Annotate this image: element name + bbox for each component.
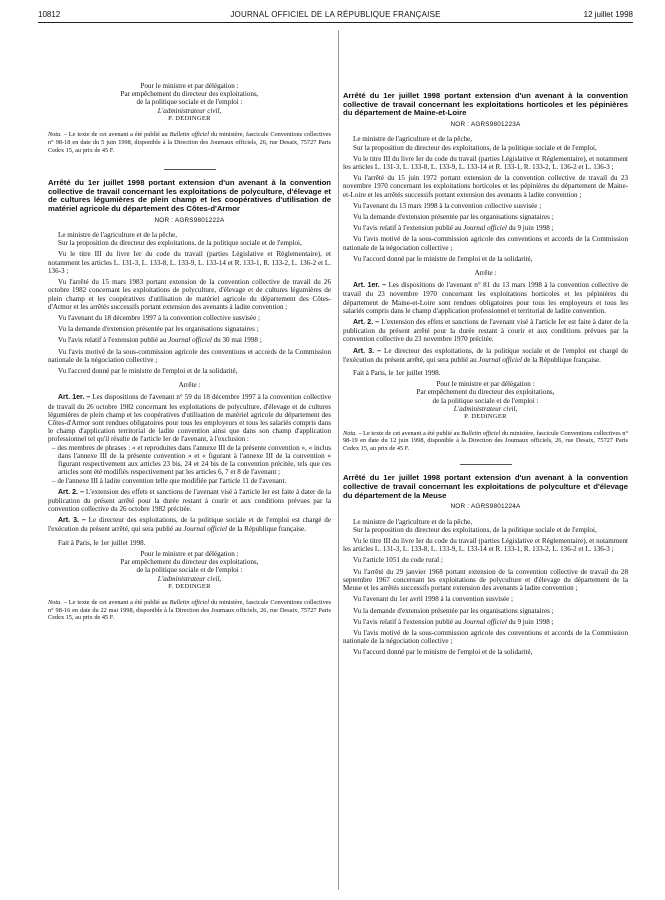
- nor-reference: NOR : AGRS9801222A: [154, 216, 225, 224]
- vu-clause: [343, 618, 628, 626]
- vu-clause: Vu l'avenant du 18 décembre 1997 à la convention collective susvisée ;: [58, 313, 260, 322]
- signature-block: [343, 380, 628, 420]
- article-text: Les dispositions de l'avenant n° 81 du 13 mars 1998 à la convention collective de travail du 23 novembre 1970 concernant les exploitations horticoles et les pépinières du département de Maine-et-Loire sont rendues obligatoires pour tous les employeurs et tous les salariés compris dans le champ d'application professionnel et territorial de ladite convention.: [343, 281, 628, 315]
- article-2: [48, 488, 331, 514]
- article-3: [343, 347, 628, 364]
- nota-text: du ministère, fascicule Conventions collectives n° 98-16 en date du 22 mai 1998, disponible à la Direction des Journaux officiels, 26, rue Desaix, 75727 Paris Cedex 15, au prix de 45 F.: [48, 599, 331, 622]
- nota-text: Le texte de cet avenant a été publié au: [66, 599, 170, 607]
- arrete-heading: Arrête :: [474, 269, 497, 278]
- signature-line: Pour le ministre et par délégation :: [140, 549, 239, 558]
- article-text: de la République française.: [521, 355, 601, 364]
- fait-a-paris: Fait à Paris, le 1er juillet 1998.: [58, 538, 146, 547]
- left-column: [48, 82, 331, 622]
- vu-clause: Vu l'accord donné par le ministre de l'emploi et de la solidarité,: [58, 367, 238, 376]
- exclusion-item: – des membres de phrases : « et reproduites dans l'annexe III de la présente convention », « inclus dans l'annexe III de la présente convention » et « figurant à l'annexe III de la convention » figurant respectivement aux articles 23 bis, 24 et 24 bis de la convention précitée, tels que ces articles sont été modifiés respectivement par les articles 6, 7 et 8 de l'avenant ;: [52, 443, 331, 477]
- clause-text: du 30 mai 1998 ;: [211, 336, 262, 345]
- nota-text: Le texte de cet avenant a été publié au: [361, 429, 462, 437]
- journal-officiel-ref: Journal officiel: [463, 224, 507, 233]
- article-label: Art. 1er. –: [353, 282, 387, 290]
- exclusion-item: – de l'annexe III à ladite convention telle que modifiée par l'article 11 de l'avenant.: [52, 476, 287, 485]
- signatory-name: P. DEDINGER: [168, 114, 211, 122]
- nota-note: [48, 131, 331, 154]
- signature-line: de la politique sociale et de l'emploi :: [136, 98, 243, 107]
- bulletin-ref: Bulletin officiel: [169, 131, 209, 139]
- signature-block: [48, 82, 331, 122]
- vu-clause: Vu l'avenant du 1er avril 1998 à la convention susvisée ;: [353, 595, 514, 604]
- signature-line: Par empêchement du directeur des exploitations,: [120, 90, 259, 99]
- article-label: Art. 3. –: [58, 517, 86, 525]
- nota-note: [343, 430, 628, 453]
- vu-clause: Vu l'avis motivé de la sous-commission agricole des conventions et accords de la Commission nationale de la négociation collective ;: [343, 628, 628, 646]
- article-text: L'extension des effets et sanctions de l'avenant visé à l'article Ier est faite à dater de la publication du présent arrêté pour la durée restant à courir et aux conditions prévues par la convention collective du 26 octobre 1982 précitée.: [48, 487, 331, 514]
- signature-line: de la politique sociale et de l'emploi :: [136, 566, 243, 575]
- article-label: Art. 2. –: [58, 488, 84, 496]
- right-column: [343, 92, 628, 657]
- journal-officiel-ref: Journal officiel: [183, 525, 227, 534]
- vu-clause: [343, 224, 628, 232]
- vu-clause: [48, 336, 331, 344]
- signature-title: L'administrateur civil,: [157, 574, 222, 583]
- journal-title: JOURNAL OFFICIEL DE LA RÉPUBLIQUE FRANÇAISE: [230, 10, 441, 19]
- nota-note: [48, 599, 331, 622]
- nota-text: du ministère, fascicule Conventions collectives n° 98-18 en date du 5 juin 1998, disponible à la Direction des Journaux officiels, 26, rue Desaix, 75727 Paris Cedex 15, au prix de 45 F.: [48, 131, 331, 154]
- bulletin-ref: Bulletin officiel: [169, 599, 209, 607]
- article-text: Les dispositions de l'avenant n° 59 du 18 décembre 1997 à la convention collective de travail du 26 octobre 1982 concernant les exploitations de polyculture, d'élevage et de cultures légumières de plein champ et les coopératives d'utilisation de matériel agricole du département des Côtes-d'Armor sont rendues obligatoires pour tous les employeurs et tous les salariés compris dans le champ d'application territorial de ladite convention ainsi que dans son champ d'application professionnel tel qu'il résulte de l'article Ier de l'avenant, à l'exclusion :: [48, 393, 331, 444]
- clause-text: Vu l'avis relatif à l'extension publié au: [353, 617, 464, 626]
- article-text: de la République française.: [226, 525, 306, 534]
- signature-title: L'administrateur civil,: [453, 404, 518, 413]
- nota-label: Nota. –: [48, 599, 67, 607]
- paragraph: Le ministre de l'agriculture et de la pêche,: [58, 230, 178, 239]
- vu-clause: Vu la demande d'extension présentée par les organisations signataires ;: [353, 606, 554, 615]
- vu-clause: Vu la demande d'extension présentée par les organisations signataires ;: [58, 325, 259, 334]
- journal-officiel-ref: Journal officiel: [168, 336, 212, 345]
- paragraph: Le ministre de l'agriculture et de la pêche,: [353, 517, 473, 526]
- nota-text: du ministère, fascicule Conventions collectives n° 98-19 en date du 12 juin 1998, disponible à la Direction des Journaux officiels, 26, rue Desaix, 75727 Paris Cedex 15, au prix de 45 F.: [343, 429, 628, 452]
- signature-line: Pour le ministre et par délégation :: [436, 380, 535, 389]
- vu-clause: Vu l'avis motivé de la sous-commission agricole des conventions et accords de la Commission nationale de la négociation collective ;: [343, 235, 628, 252]
- signature-line: Par empêchement du directeur des exploitations,: [120, 558, 259, 567]
- journal-officiel-ref: Journal officiel: [463, 617, 507, 626]
- nor-reference: NOR : AGRS9801224A: [450, 503, 521, 511]
- vu-clause: Vu l'accord donné par le ministre de l'emploi et de la solidarité,: [353, 648, 533, 657]
- paragraph: Sur la proposition du directeur des exploitations, de la politique sociale et de l'emploi,: [58, 239, 302, 248]
- journal-officiel-ref: Journal officiel: [478, 355, 522, 364]
- article-text: L'extension des effets et sanctions de l'avenant visé à l'article Ier est faite à dater de la publication du présent arrêté pour la durée restant à courir et aux conditions prévues par la convention collective du 23 novembre 1970 précitée.: [343, 318, 628, 344]
- signatory-name: P. DEDINGER: [464, 413, 507, 421]
- vu-clause: Vu le titre III du livre Ier du code du travail (parties Législative et Réglementaire), et notamment les articles L. 131-3, L. 133-8, L. 133-9, L. 133-14 et R. 133-1, R. 133-2, L. 136-2 et L. 136-3 ;: [343, 537, 628, 554]
- vu-clause: Vu l'arrêté du 15 juin 1972 portant extension de la convention collective de travail du 23 novembre 1970 concernant les exploitations horticoles et les pépinières du département de Maine-et-Loire et les arrêtés successifs portant extension des avenants à ladite convention ;: [343, 174, 628, 199]
- article-1: [48, 393, 331, 443]
- vu-clause: Vu l'avis motivé de la sous-commission agricole des conventions et accords de la Commission nationale de la négociation collective ;: [48, 347, 331, 364]
- clause-text: Vu l'avis relatif à l'extension publié au: [58, 336, 169, 345]
- paragraph: Sur la proposition du directeur des exploitations, de la politique sociale et de l'emploi,: [353, 143, 597, 152]
- page-header: [38, 8, 633, 22]
- signatory-name: P. DEDINGER: [168, 582, 211, 590]
- article-label: Art. 2. –: [353, 319, 380, 327]
- signature-line: Pour le ministre et par délégation :: [140, 82, 239, 90]
- arrete-title: Arrêté du 1er juillet 1998 portant extension d'un avenant à la convention collective de travail concernant les exploitations de polyculture, d'élevage et de cultures légumières de plein champ et les coopératives d'utilisation de matériel agricole du département des Côtes-d'Armor: [48, 178, 331, 213]
- header-rule: [38, 22, 633, 23]
- article-label: Art. 1er. –: [58, 394, 91, 402]
- signature-line: de la politique sociale et de l'emploi :: [432, 396, 539, 405]
- nor-reference: NOR : AGRS9801223A: [450, 120, 521, 128]
- vu-clause: Vu l'article 1051 du code rural ;: [353, 556, 443, 565]
- column-divider: [338, 30, 339, 890]
- nota-label: Nota. –: [48, 131, 67, 139]
- article-3: [48, 516, 331, 533]
- clause-text: du 9 juin 1998 ;: [506, 224, 554, 233]
- nota-text: Le texte de cet avenant a été publié au: [66, 131, 170, 139]
- vu-clause: Vu la demande d'extension présentée par les organisations signataires ;: [353, 213, 554, 222]
- issue-date: 12 juillet 1998: [583, 10, 633, 19]
- fait-a-paris: Fait à Paris, le 1er juillet 1998.: [353, 369, 441, 377]
- arrete-heading: Arrête :: [178, 381, 201, 390]
- vu-clause: Vu l'arrêté du 29 janvier 1968 portant extension de la convention collective de travail du 28 septembre 1967 concernant les exploitations de polyculture et d'élevage du département de la Meuse et les arrêtés successifs portant extension des avenants à ladite convention ;: [343, 567, 628, 593]
- section-separator: [164, 169, 216, 170]
- vu-clause: Vu le titre III du livre Ier du code du travail (parties Législative et Réglementaire), et notamment les articles L. 131-3, L. 133-8, L. 133-9, L. 133-14 et R. 133-1, R. 133-2, L. 136-2 et L. 136-3 ;: [343, 154, 628, 171]
- article-1: [343, 281, 628, 315]
- signature-block: [48, 550, 331, 590]
- page-number: 10812: [38, 10, 61, 19]
- signature-line: Par empêchement du directeur des exploitations,: [416, 388, 555, 397]
- paragraph: Le ministre de l'agriculture et de la pêche,: [353, 135, 473, 144]
- nota-label: Nota. –: [343, 429, 362, 437]
- clause-text: du 9 juin 1998 ;: [506, 617, 554, 626]
- article-text: Le directeur des exploitations, de la politique sociale et de l'emploi est chargé de l'exécution du présent arrêté, qui sera publié au: [343, 346, 628, 364]
- vu-clause: Vu l'arrêté du 15 mars 1983 portant extension de la convention collective de travail du 26 octobre 1982 concernant les exploitations de polyculture, d'élevage et de cultures légumières de plein champ et les coopératives d'utilisation de matériel agricole du département des Côtes-d'Armor et les arrêtés successifs portant extension des avenants à ladite convention ;: [48, 278, 331, 311]
- article-text: Le directeur des exploitations, de la politique sociale et de l'emploi est chargé de l'exécution du présent arrêté, qui sera publié au: [48, 516, 331, 534]
- article-label: Art. 3. –: [353, 347, 382, 355]
- arrete-title: Arrêté du 1er juillet 1998 portant extension d'un avenant à la convention collective de travail concernant les exploitations horticoles et les pépinières du département de Maine-et-Loire: [343, 91, 628, 118]
- article-2: [343, 318, 628, 344]
- section-separator: [460, 464, 512, 465]
- paragraph: Sur la proposition du directeur des exploitations, de la politique sociale et de l'emploi,: [353, 525, 597, 534]
- clause-text: Vu l'avis relatif à l'extension publié au: [353, 224, 464, 233]
- vu-clause: Vu l'avenant du 13 mars 1998 à la convention collective susvisée ;: [353, 201, 542, 210]
- vu-clause: Vu l'accord donné par le ministre de l'emploi et de la solidarité,: [353, 254, 533, 263]
- arrete-title: Arrêté du 1er juillet 1998 portant extension d'un avenant à la convention collective de travail concernant les exploitations de polyculture et d'élevage du département de la Meuse: [343, 473, 628, 500]
- vu-clause: Vu le titre III du livre Ier du code du travail (parties Législative et Réglementaire), et notamment les articles L. 131-3, L. 133-8, L. 133-9, L. 133-14 et R. 133-1, R. 133-2, L. 136-2 et L. 136-3 ;: [48, 250, 331, 275]
- signature-title: L'administrateur civil,: [157, 106, 222, 115]
- bulletin-ref: Bulletin officiel: [461, 429, 501, 437]
